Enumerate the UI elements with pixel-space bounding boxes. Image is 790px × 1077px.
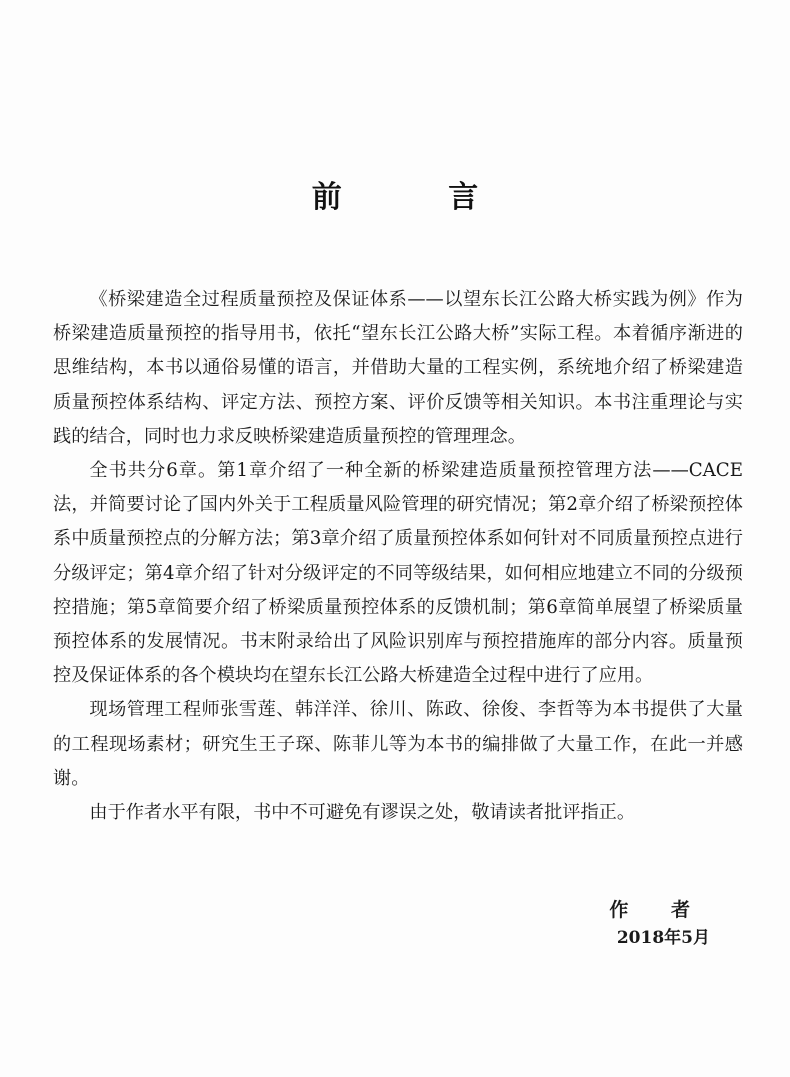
- signature-block: [560, 897, 720, 953]
- paragraph-disclaimer: 由于作者水平有限，书中不可避免有谬误之处，敬请读者批评指正。: [89, 802, 636, 824]
- page-title: 前 言: [311, 180, 527, 215]
- paragraph-acknowledgements: 现场管理工程师张雪莲、韩洋洋、徐川、陈政、徐俊、李哲等为本书提供了大量的工程现场素材；研究生王子琛、陈菲儿等为本书的编排做了大量工作，在此一并感谢。: [53, 699, 743, 789]
- paragraph-intro: 《桥梁建造全过程质量预控及保证体系——以望东长江公路大桥实践为例》作为桥梁建造质量预控的指导用书，依托“望东长江公路大桥”实际工程。本着循序渐进的思维结构，本书以通俗易懂的语言，并借助大量的工程实例，系统地介绍了桥梁建造质量预控体系结构、评定方法、预控方案、评价反馈等相关知识。本书注重理论与实践的结合，同时也力求反映桥梁建造质量预控的管理理念。: [53, 289, 743, 447]
- signature-author: 作 者: [609, 899, 708, 921]
- preface-body: [53, 283, 743, 830]
- signature-date: 2018年5月: [616, 928, 710, 948]
- paragraph-chapters: 全书共分6章。第1章介绍了一种全新的桥梁建造质量预控管理方法——CACE法，并简要讨论了国内外关于工程质量风险管理的研究情况；第2章介绍了桥梁预控体系中质量预控点的分解方法；第3章介绍了质量预控体系如何针对不同质量预控点进行分级评定；第4章介绍了针对分级评定的不同等级结果，如何相应地建立不同的分级预控措施；第5章简要介绍了桥梁质量预控体系的反馈机制；第6章简单展望了桥梁质量预控体系的发展情况。书末附录给出了风险识别库与预控措施库的部分内容。质量预控及保证体系的各个模块均在望东长江公路大桥建造全过程中进行了应用。: [53, 460, 743, 687]
